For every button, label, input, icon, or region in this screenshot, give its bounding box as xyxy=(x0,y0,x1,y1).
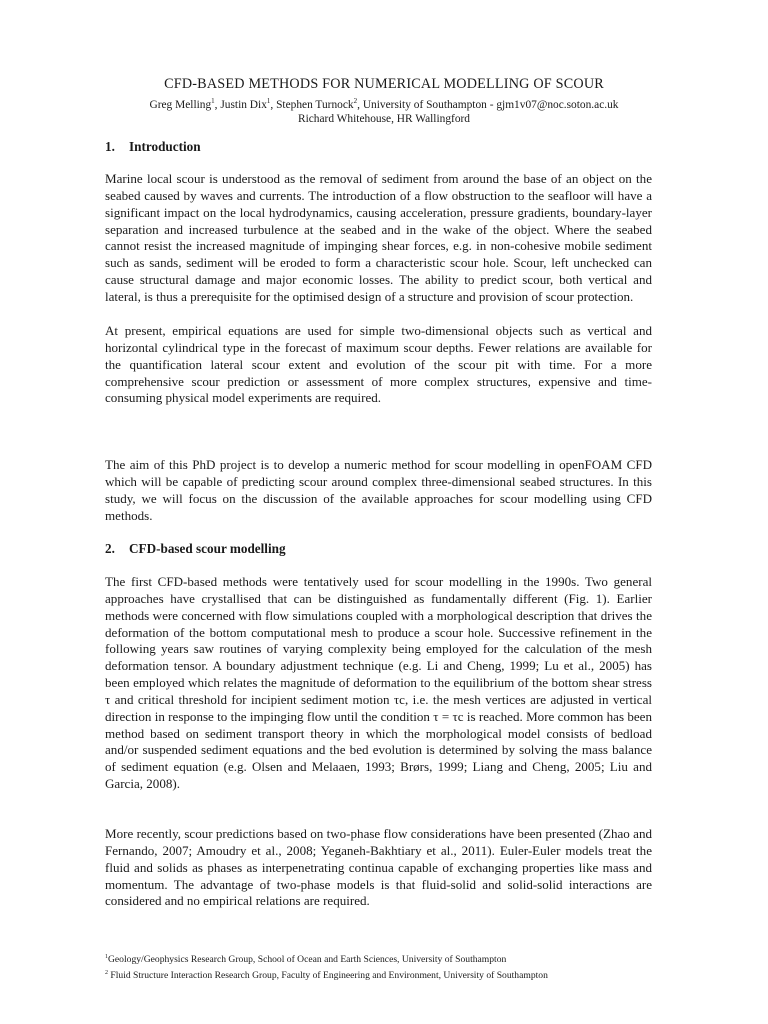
footnote-2 xyxy=(105,967,665,983)
section-title: CFD-based scour modelling xyxy=(129,541,286,556)
paragraph-cfd-2: More recently, scour predictions based on two-phase flow considerations have been presented (Zhao and Fernando, 2007; Amoudry et al., 2008; Yeganeh-Bakhtiary et al., 2011). Euler-Euler models treat the fluid and solids as phases as interpenetrating continua capable of exchanging properties like mass and momentum. The advantage of two-phase models is that fluid-solid and solid-solid interactions are considered and no empirical relations are required. xyxy=(105,826,652,909)
footnote-1 xyxy=(105,951,665,967)
section-number: 1. xyxy=(105,139,115,154)
section-heading-introduction xyxy=(105,139,201,155)
author-affiliation-email: , University of Southampton - gjm1v07@noc.soton.ac.uk xyxy=(357,98,619,111)
footnote-text: Fluid Structure Interaction Research Group, Faculty of Engineering and Environment, University of Southampton xyxy=(108,969,548,981)
footnotes xyxy=(105,951,665,982)
author-line-2: Richard Whitehouse, HR Wallingford xyxy=(297,113,471,126)
footnote-marker: 1 xyxy=(105,954,108,960)
footnote-text: Geology/Geophysics Research Group, School of Ocean and Earth Sciences, University of Southampton xyxy=(108,954,507,966)
paper-title: CFD-BASED METHODS FOR NUMERICAL MODELLING OF SCOUR xyxy=(164,76,604,92)
section-heading-cfd-scour-modelling xyxy=(105,541,286,557)
affiliation-marker: 1 xyxy=(211,97,215,105)
section-title: Introduction xyxy=(129,139,201,154)
author-line-1 xyxy=(0,94,768,112)
author-dix: , Justin Dix xyxy=(214,98,267,111)
affiliation-marker: 2 xyxy=(353,97,358,105)
paragraph-intro-2: At present, empirical equations are used for simple two-dimensional objects such as vertical and horizontal cylindrical type in the forecast of maximum scour depths. Fewer relations are available for the quantification lateral scour extent and evolution of the scour pit with time. For a more comprehensive scour prediction or assessment of more complex structures, expensive and time-consuming physical model experiments are required. xyxy=(105,323,652,406)
paragraph-intro-3: The aim of this PhD project is to develop a numeric method for scour modelling in openFOAM CFD which will be capable of predicting scour around complex three-dimensional seabed structures. In this study, we will focus on the discussion of the available approaches for scour modelling using CFD methods. xyxy=(105,457,652,523)
paragraph-cfd-1: The first CFD-based methods were tentatively used for scour modelling in the 1990s. Two general approaches have crystallised that can be distinguished as fundamentally different (Fig. 1). Earlier methods were concerned with flow simulations coupled with a morphological description that drives the deformation of the bottom computational mesh to produce a scour hole. Successive refinement in the following years saw routines of varying complexity being employed for the calculation of the mesh deformation tensor. A boundary adjustment technique (e.g. Li and Cheng, 1999; Lu et al., 2005) has been employed which relates the magnitude of deformation to the equilibrium of the bottom shear stress τ and critical threshold for incipient sediment motion τc, i.e. the mesh vertices are adjusted in vertical direction in response to the impinging flow until the condition τ = τc is reached. More common has been method based on sediment transport theory in which the morphological model consists of bedload and/or suspended sediment equations and the bed evolution is determined by solving the mass balance of sediment equation (e.g. Olsen and Melaaen, 1993; Brørs, 1999; Liang and Cheng, 2005; Liu and Garcia, 2008). xyxy=(105,574,652,792)
author-turnock: , Stephen Turnock xyxy=(270,98,354,111)
author-block xyxy=(0,94,768,127)
paragraph-intro-1: Marine local scour is understood as the removal of sediment from around the base of an object on the seabed caused by waves and currents. The introduction of a flow obstruction to the seafloor will have a significant impact on the local hydrodynamics, causing acceleration, pressure gradients, boundary-layer separation and increased turbulence at the seabed and in the wake of the object. Where the seabed cannot resist the increased magnitude of impinging shear forces, e.g. in non-cohesive mobile sediment such as sands, sediment will be eroded to form a characteristic scour hole. Scour, left unchecked can cause structural damage and major economic losses. The ability to predict scour, both vertical and lateral, is thus a prerequisite for the optimised design of a structure and provision of scour protection. xyxy=(105,171,652,304)
author-melling: Greg Melling xyxy=(149,98,212,111)
affiliation-marker: 1 xyxy=(266,97,271,105)
footnote-marker: 2 xyxy=(105,969,108,976)
section-number: 2. xyxy=(105,541,115,556)
